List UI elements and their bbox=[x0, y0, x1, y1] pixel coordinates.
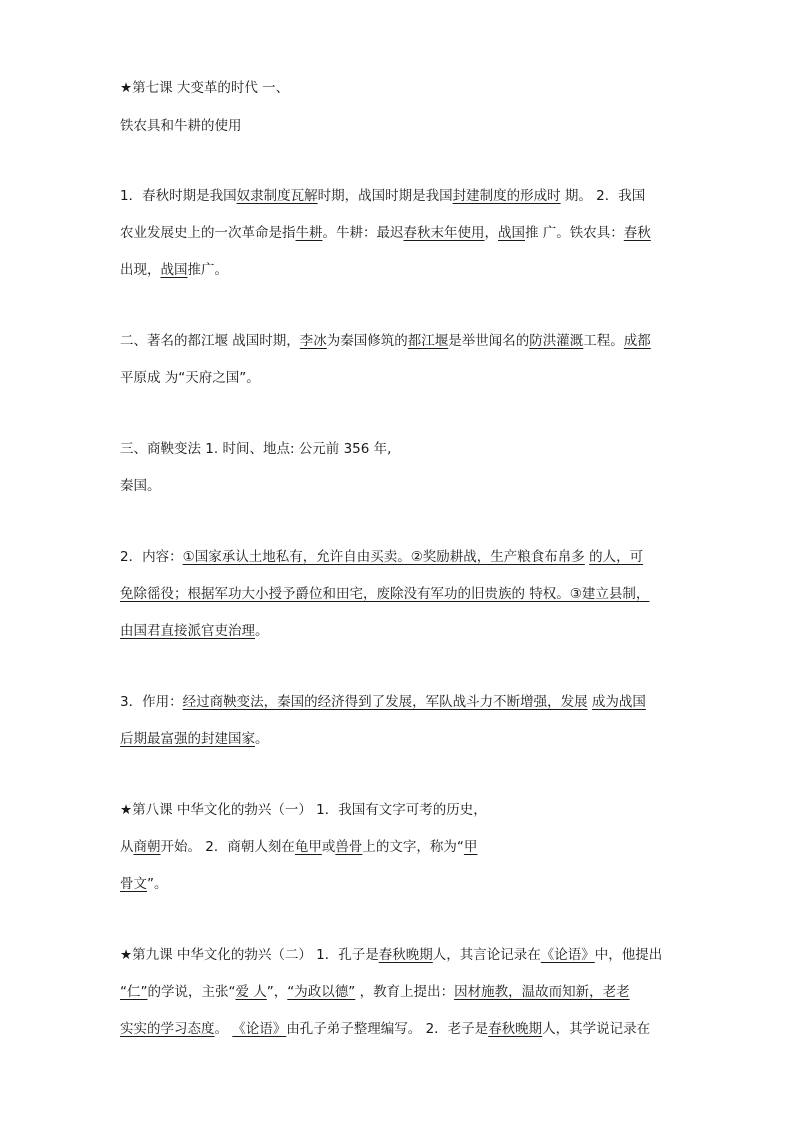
text: 为秦国修筑的 bbox=[326, 333, 408, 349]
answer-underline: 成都 bbox=[623, 333, 651, 349]
answer-underline: 春秋晚期 bbox=[378, 947, 433, 963]
answer-underline: 封建制度的形成时 bbox=[452, 188, 561, 204]
answer-underline: 战国 bbox=[498, 225, 525, 241]
text: 人，其学说记录在 bbox=[542, 1021, 651, 1037]
lesson7-heading: ★第七课 大变革的时代 一、 bbox=[120, 80, 290, 96]
text: 推 广。铁农具： bbox=[525, 225, 624, 241]
text: ”。 bbox=[147, 876, 168, 892]
text: 。 bbox=[214, 1021, 233, 1037]
lesson9-heading bbox=[120, 947, 690, 963]
answer-underline: ①国家承认土地私有，允许自由买卖。②奖励耕战，生产粮食布帛多 bbox=[182, 549, 585, 565]
text: 推广。 bbox=[187, 262, 228, 278]
paragraph-line bbox=[120, 549, 690, 565]
text: 是举世闻名的 bbox=[448, 333, 530, 349]
answer-underline: 春秋 bbox=[623, 225, 651, 241]
answer-underline: 《论语》 bbox=[540, 947, 595, 963]
text: 。牛耕：最迟 bbox=[322, 225, 404, 241]
text: 1．春秋时期是我国 bbox=[120, 188, 237, 204]
text: ，教育上提出： bbox=[355, 984, 455, 1000]
text: 二、著名的都江堰 战国时期， bbox=[120, 333, 300, 349]
text: 上的文字，称为“ bbox=[362, 839, 464, 855]
text: 2．内容： bbox=[120, 549, 183, 565]
paragraph-line bbox=[120, 586, 690, 602]
answer-underline: 的人，可 bbox=[589, 549, 644, 565]
text: ”， bbox=[266, 984, 288, 1000]
answer-underline: 因材施教，温故而知新，老老 bbox=[454, 984, 630, 1000]
answer-underline: 都江堰 bbox=[407, 333, 449, 349]
answer-underline: 防洪灌溉 bbox=[529, 333, 584, 349]
text: 或 bbox=[321, 839, 336, 855]
answer-underline: 经过商鞅变法，秦国的经济得到了发展，军队战斗力不断增强，发展 bbox=[182, 694, 588, 710]
answer-underline: 兽骨 bbox=[335, 839, 363, 855]
paragraph-line bbox=[120, 333, 690, 349]
answer-underline: 免除徭役；根据军功大小授予爵位和田宅，废除没有军功的旧贵族的 特权。③建立县制， bbox=[120, 586, 650, 602]
answer-underline: 春秋晚期 bbox=[488, 1021, 543, 1037]
paragraph-line bbox=[120, 984, 690, 1000]
paragraph-line bbox=[120, 225, 690, 241]
paragraph-line: 平原成 为“天府之国”。 bbox=[120, 370, 260, 386]
answer-underline: 商朝 bbox=[133, 839, 161, 855]
section1-heading: 铁农具和牛耕的使用 bbox=[120, 118, 242, 134]
answer-underline: 实实的学习态度 bbox=[120, 1021, 215, 1037]
text: 人，其言论记录在 bbox=[432, 947, 541, 963]
paragraph-line bbox=[120, 731, 690, 747]
text: 时期，战国时期是我国 bbox=[317, 188, 453, 204]
answer-underline: 后期最富强的封建国家 bbox=[120, 731, 255, 747]
answer-underline: 牛耕 bbox=[295, 225, 323, 241]
text: ， bbox=[484, 225, 498, 241]
text: 从 bbox=[120, 839, 134, 855]
answer-underline: 李冰 bbox=[299, 333, 327, 349]
answer-underline: 奴隶制度瓦解 bbox=[236, 188, 318, 204]
text: 期。 2．我国 bbox=[560, 188, 646, 204]
answer-underline: 骨文 bbox=[120, 876, 147, 892]
paragraph-line bbox=[120, 876, 690, 892]
answer-underline: 成为战国 bbox=[591, 694, 646, 710]
answer-underline: “为政以德” bbox=[287, 984, 356, 1000]
text: 。 bbox=[255, 623, 269, 639]
paragraph-line bbox=[120, 262, 690, 278]
text: 由孔子弟子整理编写。 2．老子是 bbox=[286, 1021, 489, 1037]
paragraph-line bbox=[120, 188, 690, 204]
text: 中，他提出 bbox=[594, 947, 663, 963]
answer-underline: 龟甲 bbox=[294, 839, 322, 855]
answer-underline: 战国 bbox=[160, 262, 188, 278]
text: 农业发展史上的一次革命是指 bbox=[120, 225, 296, 241]
lesson8-heading: ★第八课 中华文化的勃兴（一） 1．我国有文字可考的历史， bbox=[120, 802, 487, 818]
paragraph-line: 秦国。 bbox=[120, 478, 161, 494]
text: 开始。 2．商朝人刻在 bbox=[160, 839, 295, 855]
paragraph-line bbox=[120, 623, 690, 639]
text: ★第九课 中华文化的勃兴（二） 1．孔子是 bbox=[120, 947, 379, 963]
paragraph-line bbox=[120, 839, 690, 855]
paragraph-line bbox=[120, 694, 690, 710]
answer-underline: 春秋末年使用 bbox=[403, 225, 485, 241]
answer-underline: 甲 bbox=[463, 839, 478, 855]
answer-underline: 爱 人 bbox=[235, 984, 267, 1000]
answer-underline: 由国君直接派官吏治理 bbox=[120, 623, 255, 639]
text: 。 bbox=[255, 731, 269, 747]
text: 的学说，主张“ bbox=[147, 984, 236, 1000]
paragraph-line bbox=[120, 1021, 690, 1037]
answer-underline: 《论语》 bbox=[232, 1021, 287, 1037]
answer-underline: “仁” bbox=[120, 984, 148, 1000]
text: 3．作用： bbox=[120, 694, 183, 710]
text: 工程。 bbox=[583, 333, 624, 349]
section3-heading: 三、商鞅变法 1. 时间、地点: 公元前 356 年, bbox=[120, 441, 392, 457]
text: 出现， bbox=[120, 262, 161, 278]
